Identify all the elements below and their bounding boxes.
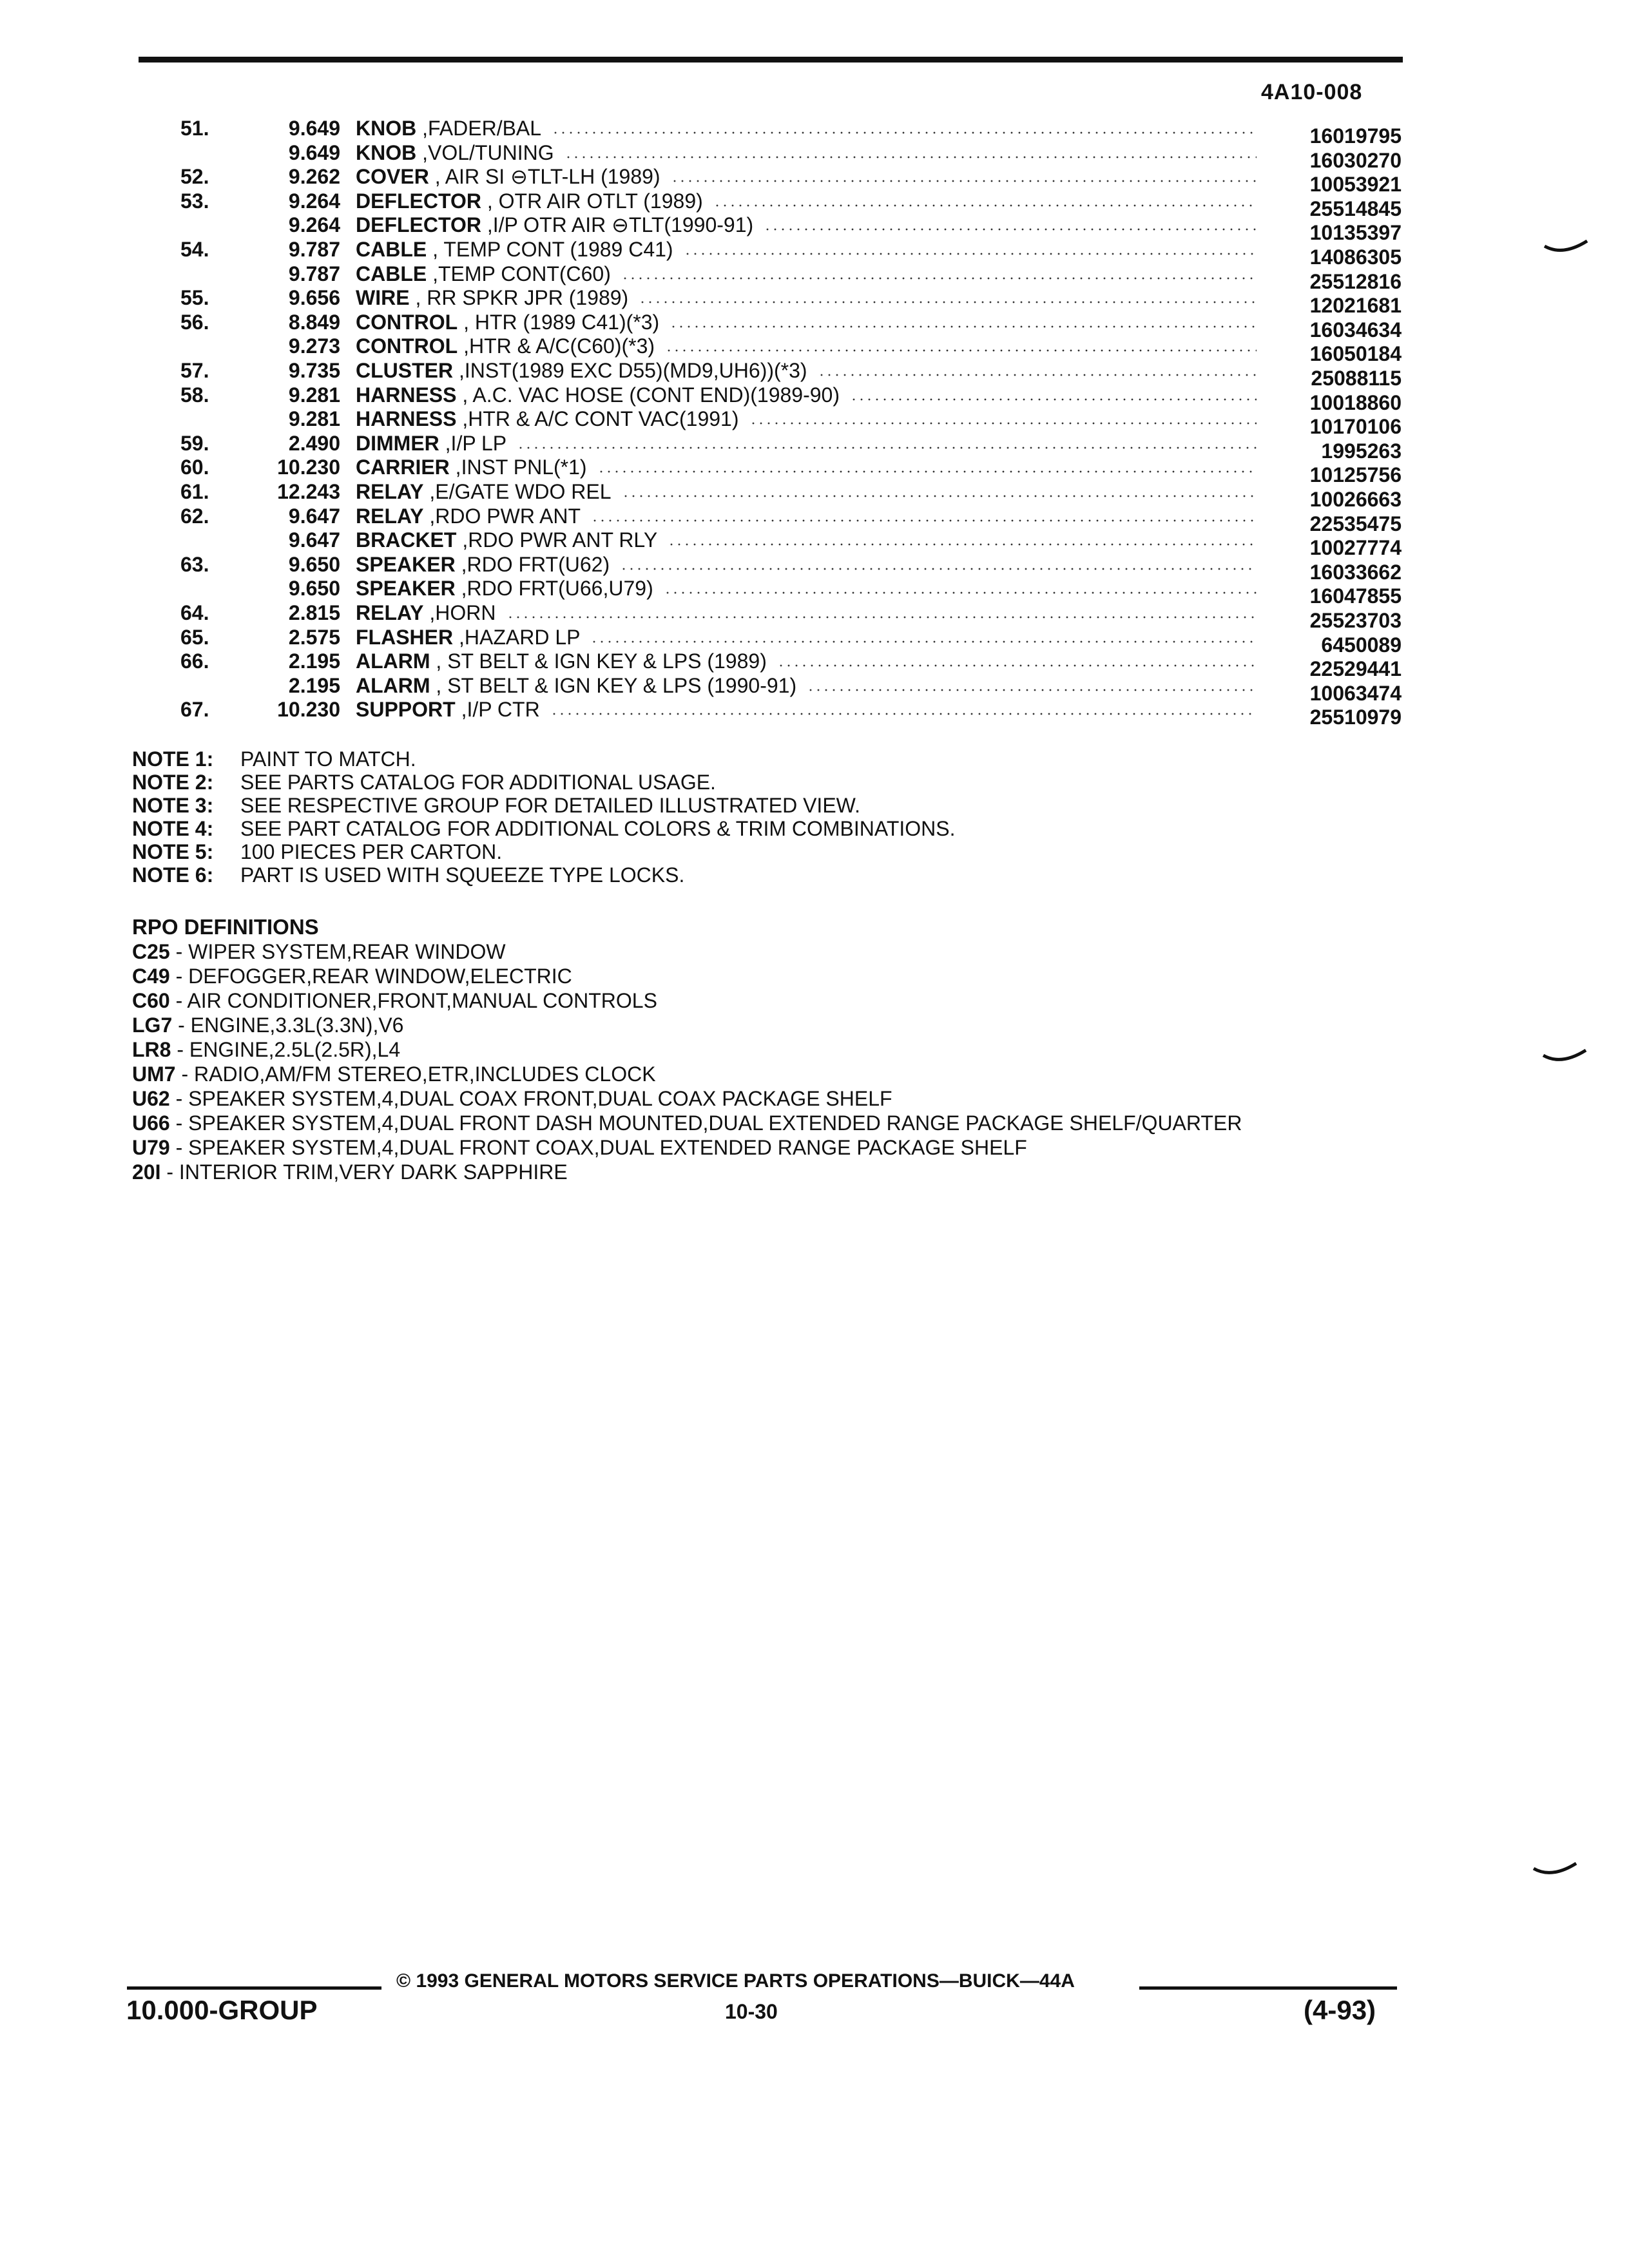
rpo-text: - ENGINE,3.3L(3.3N),V6 [172, 1014, 404, 1037]
part-separator: , [429, 165, 445, 188]
footer-page-number: 10-30 [725, 2000, 778, 2023]
part-separator: , [416, 141, 428, 164]
part-row [0, 383, 1629, 414]
item-number: 53. [180, 189, 209, 213]
leader-dots [713, 204, 1257, 207]
part-separator: , [458, 311, 475, 334]
part-number: 10027774 [1309, 536, 1402, 559]
part-separator: , [456, 528, 468, 552]
part-separator: , [453, 359, 465, 382]
group-number: 9.281 [288, 383, 340, 407]
part-number: 10125756 [1309, 463, 1402, 486]
item-number: 61. [180, 480, 209, 503]
part-number: 10053921 [1309, 173, 1402, 196]
binder-hole-mark-icon [1532, 1862, 1577, 1879]
group-number: 9.262 [288, 165, 340, 188]
part-name: DIMMER [356, 432, 439, 455]
item-number: 55. [180, 286, 209, 309]
footer-rule-left [127, 1986, 381, 1990]
part-spec: HORN [435, 601, 496, 624]
binder-hole-mark-icon [1542, 1049, 1587, 1066]
part-row [0, 407, 1629, 438]
note-text: SEE RESPECTIVE GROUP FOR DETAILED ILLUSTRATED VIEW. [240, 794, 860, 817]
rpo-text: - INTERIOR TRIM,VERY DARK SAPPHIRE [160, 1160, 568, 1184]
binder-hole-mark-icon [1543, 240, 1588, 256]
note-text: PART IS USED WITH SQUEEZE TYPE LOCKS. [240, 863, 685, 887]
part-row [0, 164, 1629, 196]
part-separator: , [423, 505, 436, 528]
rpo-code: U62 [132, 1087, 170, 1110]
note-line [132, 747, 1550, 771]
leader-dots [670, 325, 1257, 328]
part-description [356, 213, 753, 237]
part-description [356, 697, 540, 722]
part-name: CARRIER [356, 456, 450, 479]
rpo-heading: RPO DEFINITIONS [132, 915, 319, 939]
leader-dots [665, 349, 1257, 352]
group-number: 2.815 [288, 601, 340, 624]
part-row [0, 673, 1629, 705]
leader-dots [777, 664, 1257, 667]
part-name: CONTROL [356, 334, 458, 358]
note-key: NOTE 4: [132, 817, 214, 840]
note-key: NOTE 5: [132, 840, 214, 863]
footer-group: 10.000-GROUP [126, 1995, 318, 2025]
leader-dots [621, 277, 1257, 280]
part-spec: I/P LP [450, 432, 507, 455]
leader-dots [552, 131, 1257, 134]
rpo-code: LR8 [132, 1038, 171, 1061]
part-name: RELAY [356, 505, 424, 528]
part-separator: , [423, 601, 436, 624]
part-number: 16033662 [1309, 561, 1402, 584]
leader-dots [818, 374, 1257, 376]
rpo-definition [132, 939, 1588, 964]
leader-dots [671, 180, 1257, 182]
group-number: 2.490 [288, 432, 340, 455]
part-name: SPEAKER [356, 553, 456, 576]
part-row [0, 625, 1629, 657]
leader-dots [590, 640, 1257, 643]
part-name: ALARM [356, 649, 430, 673]
part-separator: , [439, 432, 451, 455]
part-description [356, 334, 655, 358]
rpo-text: - WIPER SYSTEM,REAR WINDOW [169, 940, 506, 963]
leader-dots [850, 398, 1257, 401]
item-number: 63. [180, 553, 209, 576]
part-number: 25088115 [1311, 367, 1402, 390]
part-separator: , [427, 262, 438, 285]
part-number: 10135397 [1309, 221, 1402, 244]
group-number: 9.650 [288, 577, 340, 600]
leader-dots [749, 422, 1257, 425]
item-number: 58. [180, 383, 209, 407]
part-row [0, 358, 1629, 390]
note-key: NOTE 6: [132, 863, 214, 887]
part-spec: INST PNL(*1) [461, 456, 587, 479]
leader-dots [591, 519, 1257, 522]
part-description [356, 358, 807, 383]
part-description [356, 601, 496, 625]
rpo-text: - SPEAKER SYSTEM,4,DUAL COAX FRONT,DUAL COAX PACKAGE SHELF [169, 1087, 892, 1110]
group-number: 9.735 [288, 359, 340, 382]
part-name: CLUSTER [356, 359, 454, 382]
item-number: 64. [180, 601, 209, 624]
part-name: RELAY [356, 601, 424, 624]
part-spec: RDO FRT(U66,U79) [467, 577, 653, 600]
rpo-definition [132, 1062, 1588, 1086]
leader-dots [620, 568, 1257, 570]
note-text: SEE PARTS CATALOG FOR ADDITIONAL USAGE. [240, 771, 716, 794]
part-spec: AIR SI ⊖TLT-LH (1989) [445, 165, 660, 188]
part-spec: RDO PWR ANT [435, 505, 581, 528]
part-separator: , [430, 649, 448, 673]
part-row [0, 262, 1629, 293]
part-spec: I/P OTR AIR ⊖TLT(1990-91) [492, 213, 754, 236]
part-description [356, 116, 541, 140]
leader-dots [622, 495, 1257, 497]
part-name: FLASHER [356, 626, 454, 649]
note-text: SEE PART CATALOG FOR ADDITIONAL COLORS & TRIM COMBINATIONS. [240, 817, 956, 840]
part-description [356, 479, 612, 504]
rpo-text: - SPEAKER SYSTEM,4,DUAL FRONT DASH MOUNTED,DUAL EXTENDED RANGE PACKAGE SHELF/QUARTER [169, 1111, 1242, 1135]
item-number: 59. [180, 432, 209, 455]
group-number: 9.281 [288, 407, 340, 430]
page-code: 4A10-008 [1261, 80, 1363, 104]
part-separator: , [455, 698, 467, 721]
group-number: 9.656 [288, 286, 340, 309]
part-row [0, 140, 1629, 172]
part-row [0, 189, 1629, 220]
item-number: 52. [180, 165, 209, 188]
rpo-code: C60 [132, 989, 170, 1012]
note-key: NOTE 3: [132, 794, 214, 817]
part-name: SUPPORT [356, 698, 456, 721]
part-name: KNOB [356, 141, 417, 164]
item-number: 66. [180, 649, 209, 673]
part-spec: HAZARD LP [464, 626, 581, 649]
part-row [0, 455, 1629, 486]
rpo-code: U79 [132, 1136, 170, 1159]
group-number: 10.230 [277, 698, 340, 721]
part-name: RELAY [356, 480, 424, 503]
note-line [132, 840, 1550, 863]
note-line [132, 771, 1550, 794]
part-name: BRACKET [356, 528, 457, 552]
part-row [0, 528, 1629, 559]
part-spec: INST(1989 EXC D55)(MD9,UH6))(*3) [464, 359, 807, 382]
part-description [356, 285, 628, 310]
rpo-code: LG7 [132, 1014, 173, 1037]
part-spec: ST BELT & IGN KEY & LPS (1989) [447, 649, 767, 673]
part-name: DEFLECTOR [356, 189, 481, 213]
leader-dots [764, 228, 1257, 231]
part-row [0, 285, 1629, 317]
part-name: ALARM [356, 674, 430, 697]
leader-dots [550, 713, 1257, 715]
part-separator: , [449, 456, 461, 479]
part-description [356, 504, 581, 528]
group-number: 9.787 [288, 238, 340, 261]
rpo-text: - RADIO,AM/FM STEREO,ETR,INCLUDES CLOCK [175, 1062, 656, 1086]
leader-dots [807, 689, 1257, 691]
rpo-definition [132, 1135, 1588, 1160]
part-spec: RDO PWR ANT RLY [468, 528, 658, 552]
group-number: 9.647 [288, 528, 340, 552]
group-number: 9.649 [288, 117, 340, 140]
part-number: 10170106 [1309, 415, 1402, 438]
group-number: 9.264 [288, 213, 340, 236]
group-number: 10.230 [277, 456, 340, 479]
notes-section [132, 747, 1550, 887]
rpo-definition [132, 1111, 1588, 1135]
group-number: 9.649 [288, 141, 340, 164]
rpo-code: C49 [132, 965, 170, 988]
leader-dots [664, 591, 1257, 594]
item-number: 51. [180, 117, 209, 140]
part-name: WIRE [356, 286, 410, 309]
part-name: HARNESS [356, 383, 457, 407]
group-number: 8.849 [288, 311, 340, 334]
part-description [356, 528, 657, 552]
rpo-code: UM7 [132, 1062, 176, 1086]
rpo-text: - SPEAKER SYSTEM,4,DUAL FRONT COAX,DUAL EXTENDED RANGE PACKAGE SHELF [169, 1136, 1027, 1159]
part-spec: RR SPKR JPR (1989) [427, 286, 629, 309]
part-row [0, 576, 1629, 608]
part-description [356, 431, 506, 456]
part-separator: , [453, 626, 465, 649]
group-number: 12.243 [277, 480, 340, 503]
part-row [0, 310, 1629, 341]
rpo-code: U66 [132, 1111, 170, 1135]
part-number: 10026663 [1309, 488, 1402, 511]
part-name: COVER [356, 165, 429, 188]
leader-dots [597, 470, 1257, 473]
footer-copyright: © 1993 GENERAL MOTORS SERVICE PARTS OPERATIONS—BUICK—44A [396, 1970, 1075, 1992]
top-rule [139, 57, 1403, 62]
rpo-definition [132, 1013, 1588, 1037]
part-separator: , [409, 286, 427, 309]
part-name: CABLE [356, 238, 427, 261]
item-number: 62. [180, 505, 209, 528]
part-row [0, 601, 1629, 632]
group-number: 9.647 [288, 505, 340, 528]
part-number: 25510979 [1309, 706, 1402, 729]
part-number: 25512816 [1309, 270, 1402, 293]
part-separator: , [455, 577, 467, 600]
part-separator: , [481, 189, 499, 213]
part-separator: , [427, 238, 444, 261]
part-spec: ST BELT & IGN KEY & LPS (1990-91) [447, 674, 797, 697]
part-description [356, 310, 659, 334]
leader-dots [639, 301, 1257, 303]
note-key: NOTE 1: [132, 747, 214, 771]
part-name: KNOB [356, 117, 417, 140]
group-number: 2.575 [288, 626, 340, 649]
group-number: 2.195 [288, 649, 340, 673]
note-key: NOTE 2: [132, 771, 214, 794]
item-number: 65. [180, 626, 209, 649]
part-spec: HTR & A/C(C60)(*3) [468, 334, 655, 358]
part-number: 10018860 [1309, 391, 1402, 414]
rpo-definitions [132, 915, 1588, 1184]
item-number: 67. [180, 698, 209, 721]
group-number: 2.195 [288, 674, 340, 697]
part-number: 12021681 [1309, 294, 1402, 317]
leader-dots [684, 253, 1257, 255]
rpo-definition [132, 1037, 1588, 1062]
part-separator: , [455, 553, 467, 576]
part-spec: E/GATE WDO REL [435, 480, 612, 503]
part-number: 16019795 [1309, 124, 1402, 148]
rpo-code: C25 [132, 940, 170, 963]
group-number: 9.787 [288, 262, 340, 285]
part-row [0, 116, 1629, 148]
part-description [356, 164, 660, 189]
part-description [356, 576, 653, 601]
leader-dots [506, 616, 1257, 619]
part-separator: , [481, 213, 493, 236]
part-description [356, 407, 739, 431]
part-spec: HTR (1989 C41)(*3) [474, 311, 660, 334]
leader-dots [564, 156, 1257, 159]
part-separator: , [423, 480, 436, 503]
part-row [0, 504, 1629, 535]
rpo-definition [132, 988, 1588, 1013]
part-name: SPEAKER [356, 577, 456, 600]
part-row [0, 697, 1629, 729]
part-row [0, 334, 1629, 365]
rpo-definition [132, 1160, 1588, 1184]
part-number: 22535475 [1309, 512, 1402, 535]
part-description [356, 189, 703, 213]
part-separator: , [458, 334, 469, 358]
part-number: 22529441 [1309, 657, 1402, 680]
leader-dots [517, 447, 1257, 449]
note-text: PAINT TO MATCH. [240, 747, 416, 771]
leader-dots [668, 543, 1257, 546]
note-line [132, 863, 1550, 887]
part-name: CONTROL [356, 311, 458, 334]
part-row [0, 237, 1629, 269]
part-row [0, 479, 1629, 511]
rpo-text: - ENGINE,2.5L(2.5R),L4 [171, 1038, 401, 1061]
part-separator: , [416, 117, 428, 140]
part-number: 16030270 [1309, 149, 1402, 172]
part-description [356, 673, 796, 698]
item-number: 54. [180, 238, 209, 261]
part-spec: I/P CTR [467, 698, 540, 721]
part-number: 16050184 [1309, 342, 1402, 365]
part-spec: A.C. VAC HOSE (CONT END)(1989-90) [472, 383, 840, 407]
item-number: 56. [180, 311, 209, 334]
part-spec: HTR & A/C CONT VAC(1991) [468, 407, 739, 430]
part-spec: VOL/TUNING [428, 141, 554, 164]
group-number: 9.264 [288, 189, 340, 213]
part-description [356, 455, 587, 479]
part-description [356, 140, 554, 165]
part-number: 16047855 [1309, 584, 1402, 608]
part-separator: , [430, 674, 448, 697]
part-row [0, 431, 1629, 463]
part-number: 16034634 [1309, 318, 1402, 341]
part-spec: RDO FRT(U62) [467, 553, 610, 576]
part-name: DEFLECTOR [356, 213, 481, 236]
group-number: 9.273 [288, 334, 340, 358]
part-number: 25523703 [1309, 609, 1402, 632]
part-number: 6450089 [1321, 633, 1402, 657]
part-row [0, 552, 1629, 584]
part-row [0, 649, 1629, 680]
part-number: 25514845 [1309, 197, 1402, 220]
part-spec: FADER/BAL [428, 117, 542, 140]
part-spec: TEMP CONT(C60) [438, 262, 611, 285]
item-number: 57. [180, 359, 209, 382]
part-number: 1995263 [1321, 439, 1402, 463]
group-number: 9.650 [288, 553, 340, 576]
rpo-text: - DEFOGGER,REAR WINDOW,ELECTRIC [169, 965, 572, 988]
part-description [356, 262, 611, 286]
rpo-definition [132, 1086, 1588, 1111]
part-number: 10063474 [1309, 682, 1402, 705]
part-separator: , [456, 407, 468, 430]
note-text: 100 PIECES PER CARTON. [240, 840, 503, 863]
part-separator: , [456, 383, 473, 407]
note-line [132, 817, 1550, 840]
rpo-code: 20I [132, 1160, 161, 1184]
part-name: CABLE [356, 262, 427, 285]
rpo-text: - AIR CONDITIONER,FRONT,MANUAL CONTROLS [169, 989, 657, 1012]
part-name: HARNESS [356, 407, 457, 430]
footer-rule-right [1139, 1986, 1397, 1990]
part-description [356, 383, 840, 407]
footer-date: (4-93) [1304, 1995, 1376, 2025]
part-spec: TEMP CONT (1989 C41) [443, 238, 673, 261]
part-number: 14086305 [1309, 245, 1402, 269]
part-description [356, 625, 580, 649]
item-number: 60. [180, 456, 209, 479]
part-description [356, 649, 767, 673]
rpo-definition [132, 964, 1588, 988]
part-spec: OTR AIR OTLT (1989) [498, 189, 703, 213]
part-row [0, 213, 1629, 244]
rpo-list [132, 939, 1588, 1184]
note-line [132, 794, 1550, 817]
part-description [356, 552, 610, 577]
part-description [356, 237, 673, 262]
